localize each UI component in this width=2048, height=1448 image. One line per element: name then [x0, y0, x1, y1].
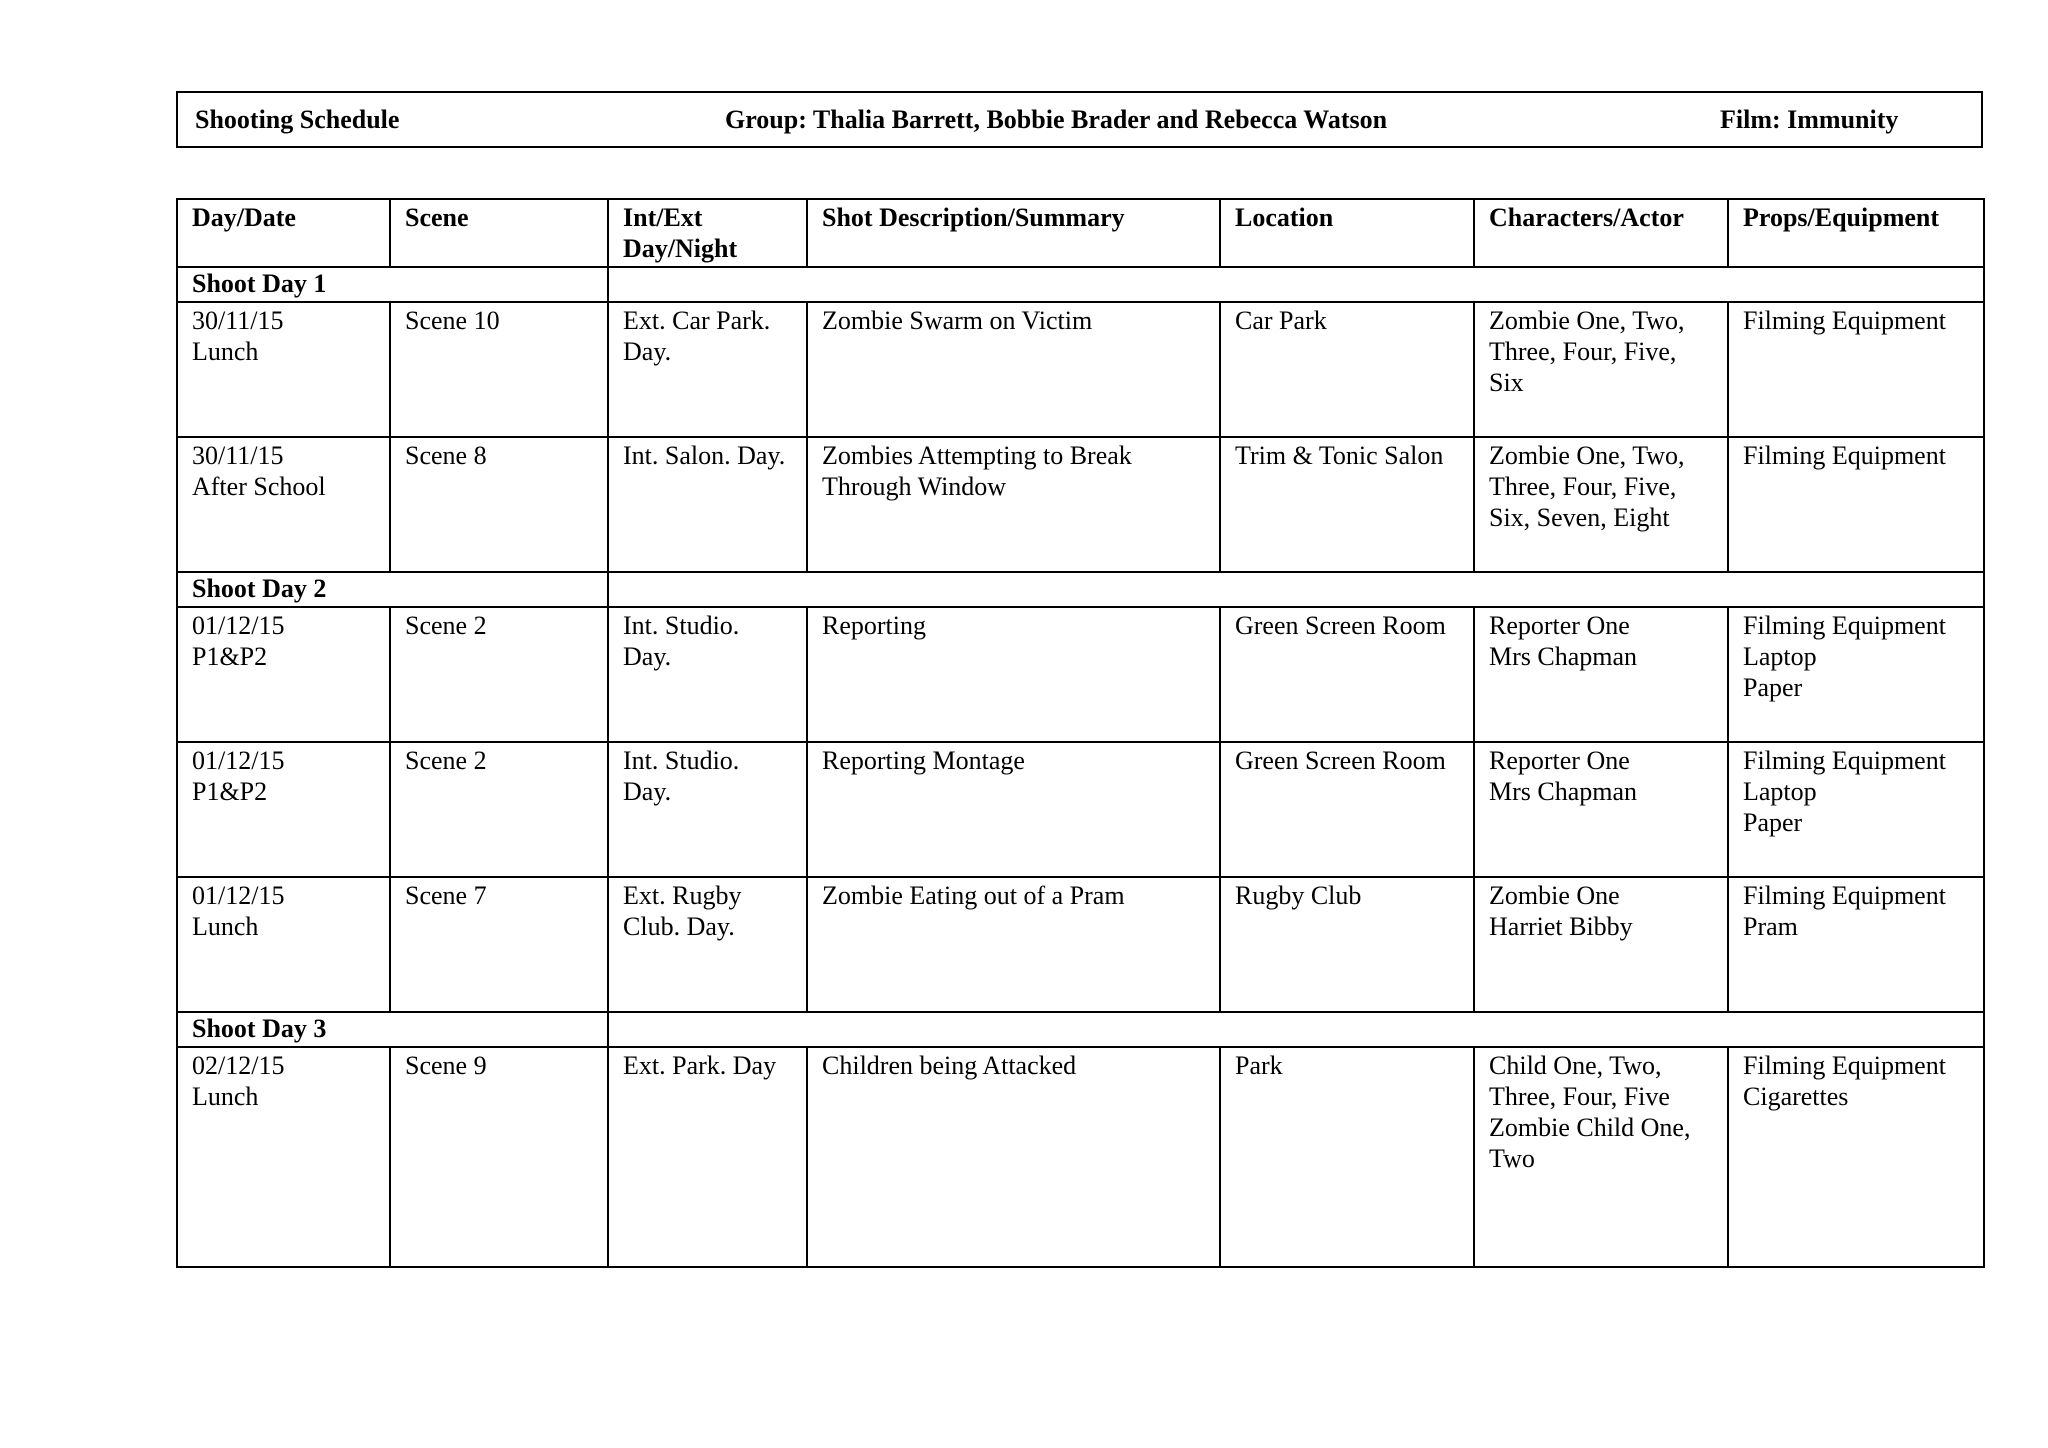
shoot-day-row [177, 267, 1984, 302]
column-header-props: Props/Equipment [1728, 199, 1984, 267]
column-header-shot-description: Shot Description/Summary [807, 199, 1220, 267]
cell-int-ext: Ext. Park. Day [608, 1047, 807, 1267]
group-members: Group: Thalia Barrett, Bobbie Brader and Rebecca Watson [725, 105, 1388, 134]
shoot-day-spacer [608, 267, 1984, 302]
cell-day-date: 30/11/15 Lunch [177, 302, 390, 437]
cell-characters: Zombie One, Two, Three, Four, Five, Six [1474, 302, 1728, 437]
cell-scene: Scene 8 [390, 437, 608, 572]
cell-scene: Scene 2 [390, 742, 608, 877]
column-header-location: Location [1220, 199, 1474, 267]
column-header-day-date: Day/Date [177, 199, 390, 267]
shoot-day-row [177, 1012, 1984, 1047]
shoot-day-label: Shoot Day 1 [177, 267, 608, 302]
cell-description: Reporting Montage [807, 742, 1220, 877]
cell-description: Zombies Attempting to Break Through Window [807, 437, 1220, 572]
shoot-day-spacer [608, 1012, 1984, 1047]
cell-location: Car Park [1220, 302, 1474, 437]
column-header-characters: Characters/Actor [1474, 199, 1728, 267]
cell-characters: Zombie One Harriet Bibby [1474, 877, 1728, 1012]
cell-props: Filming Equipment Laptop Paper [1728, 742, 1984, 877]
table-row [177, 742, 1984, 877]
cell-props: Filming Equipment [1728, 302, 1984, 437]
table-row [177, 437, 1984, 572]
cell-location: Green Screen Room [1220, 607, 1474, 742]
cell-int-ext: Int. Studio. Day. [608, 742, 807, 877]
table-header-row [177, 199, 1984, 267]
cell-props: Filming Equipment Cigarettes [1728, 1047, 1984, 1267]
cell-day-date: 02/12/15 Lunch [177, 1047, 390, 1267]
cell-scene: Scene 10 [390, 302, 608, 437]
cell-characters: Child One, Two, Three, Four, Five Zombie Child One, Two [1474, 1047, 1728, 1267]
cell-props: Filming Equipment Laptop Paper [1728, 607, 1984, 742]
film-title: Film: Immunity [1720, 105, 1899, 134]
cell-characters: Reporter One Mrs Chapman [1474, 742, 1728, 877]
cell-int-ext: Int. Studio. Day. [608, 607, 807, 742]
cell-description: Reporting [807, 607, 1220, 742]
cell-day-date: 01/12/15 Lunch [177, 877, 390, 1012]
cell-int-ext: Ext. Car Park. Day. [608, 302, 807, 437]
shoot-day-label: Shoot Day 3 [177, 1012, 608, 1047]
document-title: Shooting Schedule [195, 105, 400, 134]
cell-description: Children being Attacked [807, 1047, 1220, 1267]
cell-location: Trim & Tonic Salon [1220, 437, 1474, 572]
cell-scene: Scene 2 [390, 607, 608, 742]
cell-location: Park [1220, 1047, 1474, 1267]
cell-characters: Zombie One, Two, Three, Four, Five, Six, Seven, Eight [1474, 437, 1728, 572]
cell-scene: Scene 7 [390, 877, 608, 1012]
cell-day-date: 01/12/15 P1&P2 [177, 742, 390, 877]
schedule-header [176, 91, 1983, 148]
table-row [177, 607, 1984, 742]
shoot-day-spacer [608, 572, 1984, 607]
table-row [177, 877, 1984, 1012]
cell-int-ext: Ext. Rugby Club. Day. [608, 877, 807, 1012]
cell-day-date: 30/11/15 After School [177, 437, 390, 572]
shoot-day-row [177, 572, 1984, 607]
column-header-int-ext: Int/Ext Day/Night [608, 199, 807, 267]
shooting-schedule-table [176, 198, 1985, 1268]
cell-location: Rugby Club [1220, 877, 1474, 1012]
cell-props: Filming Equipment [1728, 437, 1984, 572]
cell-characters: Reporter One Mrs Chapman [1474, 607, 1728, 742]
table-row [177, 1047, 1984, 1267]
cell-location: Green Screen Room [1220, 742, 1474, 877]
cell-description: Zombie Swarm on Victim [807, 302, 1220, 437]
cell-props: Filming Equipment Pram [1728, 877, 1984, 1012]
cell-description: Zombie Eating out of a Pram [807, 877, 1220, 1012]
cell-scene: Scene 9 [390, 1047, 608, 1267]
cell-day-date: 01/12/15 P1&P2 [177, 607, 390, 742]
cell-int-ext: Int. Salon. Day. [608, 437, 807, 572]
table-row [177, 302, 1984, 437]
column-header-scene: Scene [390, 199, 608, 267]
shoot-day-label: Shoot Day 2 [177, 572, 608, 607]
